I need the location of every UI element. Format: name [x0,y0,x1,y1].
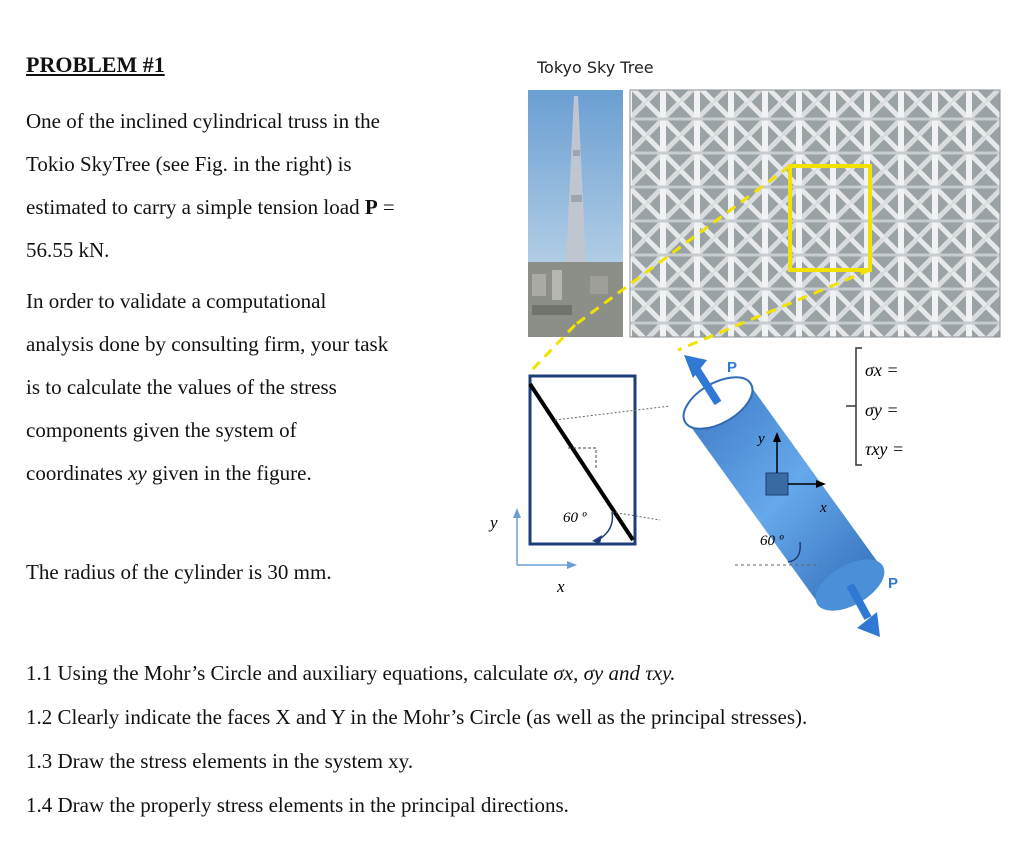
member-sketch [530,376,670,544]
load-symbol: P [364,195,378,219]
question-1 [26,658,807,702]
statement-line-3-text: estimated to carry a simple tension load [26,195,360,219]
load-label-bottom: P [888,575,899,592]
truss-photo [630,90,1000,337]
equals-sign: = [382,195,395,219]
question-2: 1.2 Clearly indicate the faces X and Y in the Mohr’s Circle (as well as the principal stresses). [26,705,808,729]
task-line-1: In order to validate a computational [26,289,327,313]
stress-element [766,473,788,495]
global-axis-y: y [490,513,498,532]
statement-line-1: One of the inclined cylindrical truss in the [26,109,380,133]
problem-title: PROBLEM #1 [26,52,165,77]
photo-label: Tokyo Sky Tree [537,58,654,77]
stress-bracket [856,348,862,465]
question-3: 1.3 Draw the stress elements in the system xy. [26,749,414,773]
element-axis-x: x [820,500,827,516]
sigma-x-label: σx = [865,360,899,380]
question-4: 1.4 Draw the properly stress elements in the principal directions. [26,793,569,817]
tau-xy-label: τxy = [865,439,905,459]
global-axis-x: x [557,577,565,596]
task-line-3: is to calculate the values of the stress [26,375,337,399]
angle-label-left: 60 º [563,510,587,526]
sigma-y-label: σy = [865,400,899,420]
task-line-5-suffix: given in the figure. [151,461,312,485]
radius-statement: The radius of the cylinder is 30 mm. [26,560,332,584]
cylinder [675,367,893,622]
question-1-vars: σx, σy and τxy. [553,661,676,685]
question-list [26,658,807,834]
element-axis-y: y [758,431,765,447]
statement-line-4: 56.55 kN. [26,238,110,262]
angle-label-right: 60 º [760,533,784,549]
task-line-5-prefix: coordinates [26,461,123,485]
load-label-top: P [727,359,738,376]
statement-line-2: Tokio SkyTree (see Fig. in the right) is [26,152,352,176]
question-1-text: 1.1 Using the Mohr’s Circle and auxiliary equations, calculate [26,661,549,685]
task-line-4: components given the system of [26,418,297,442]
task-line-2: analysis done by consulting firm, your task [26,332,389,356]
coordinate-system-var: xy [128,461,147,485]
